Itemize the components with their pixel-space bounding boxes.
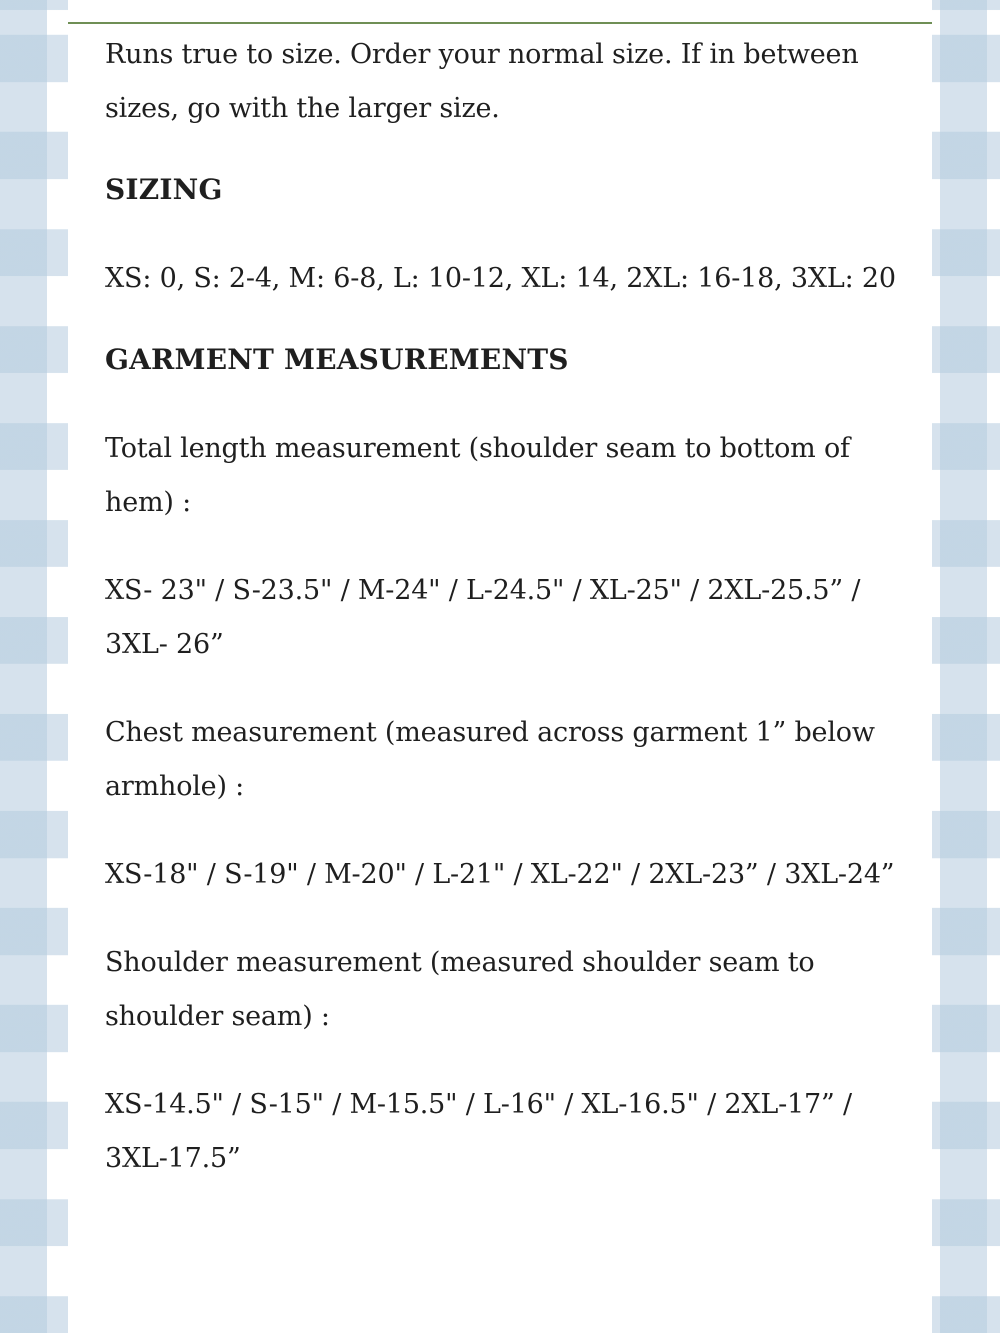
chest-values: XS-18" / S-19" / M-20" / L-21" / XL-22" / 2XL-23” / 3XL-24” xyxy=(105,859,895,890)
chest-label: Chest measurement (measured across garment 1” below armhole) : xyxy=(105,717,875,802)
garment-measurements-heading: GARMENT MEASUREMENTS xyxy=(105,343,569,376)
shoulder-label: Shoulder measurement (measured shoulder seam to shoulder seam) : xyxy=(105,947,815,1032)
sizing-text: XS: 0, S: 2-4, M: 6-8, L: 10-12, XL: 14, 2XL: 16-18, 3XL: 20 xyxy=(105,263,896,294)
length-label: Total length measurement (shoulder seam to bottom of hem) : xyxy=(105,433,850,518)
top-divider xyxy=(68,22,932,24)
length-values: XS- 23" / S-23.5" / M-24" / L-24.5" / XL-25" / 2XL-25.5” / 3XL- 26” xyxy=(105,575,861,660)
size-guide-content xyxy=(105,28,905,1220)
fit-note: Runs true to size. Order your normal size. If in between sizes, go with the larger size. xyxy=(105,39,859,124)
sizing-heading: SIZING xyxy=(105,173,223,206)
shoulder-values: XS-14.5" / S-15" / M-15.5" / L-16" / XL-16.5" / 2XL-17” / 3XL-17.5” xyxy=(105,1089,852,1174)
size-guide-panel xyxy=(68,0,932,1333)
